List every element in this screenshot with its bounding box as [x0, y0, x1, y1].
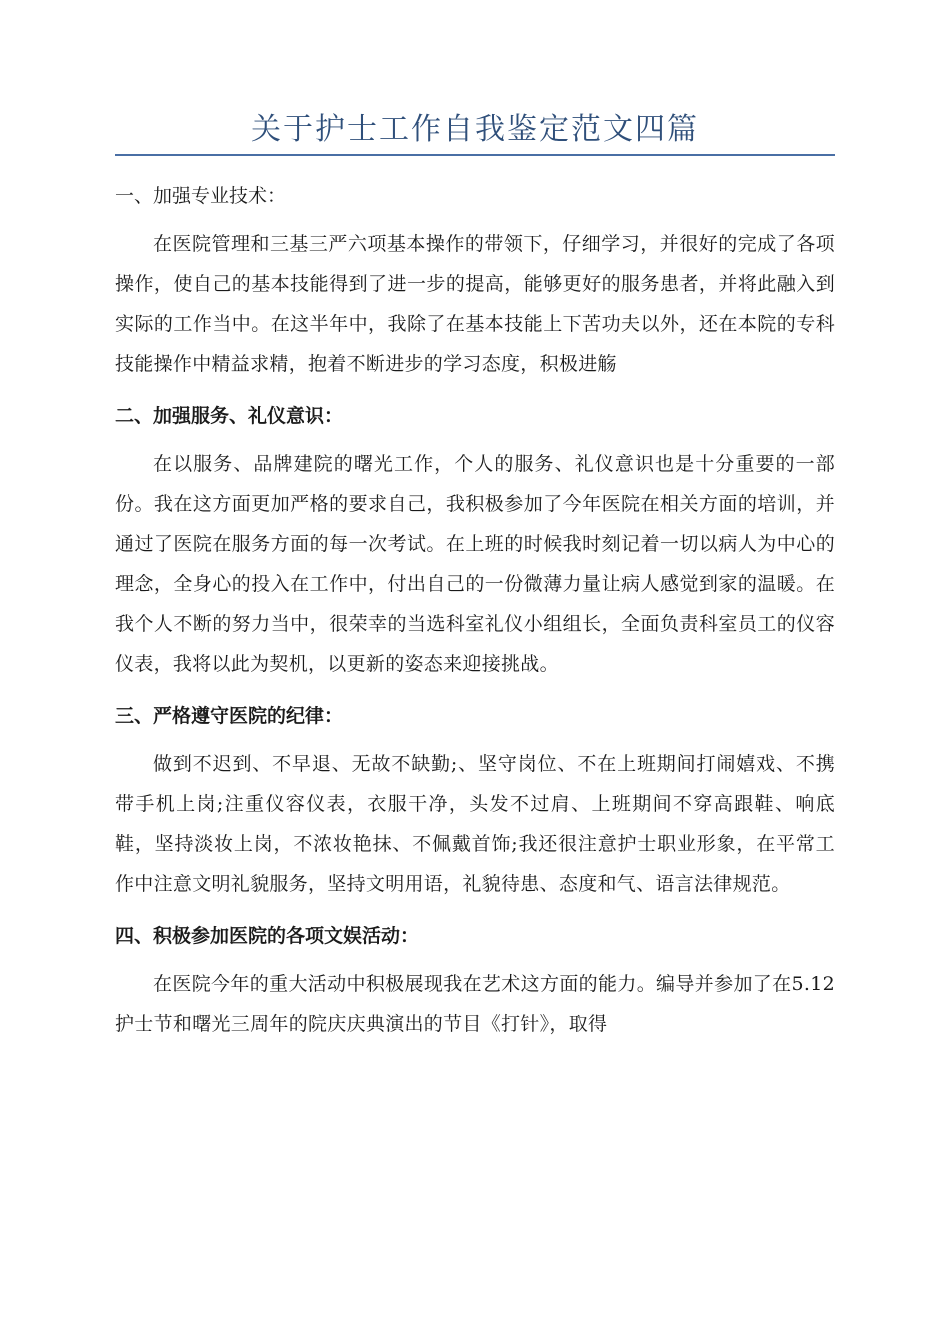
document-title: 关于护士工作自我鉴定范文四篇	[251, 112, 699, 147]
section-3	[115, 696, 835, 904]
section-heading: 三、严格遵守医院的纪律：	[115, 705, 344, 727]
section-2	[115, 396, 835, 684]
section-paragraph: 在医院管理和三基三严六项基本操作的带领下，仔细学习，并很好的完成了各项操作，使自己的基本技能得到了进一步的提高，能够更好的服务患者，并将此融入到实际的工作当中。在这半年中，我除了在基本技能上下苦功夫以外，还在本院的专科技能操作中精益求精，抱着不断进步的学习态度，积极进觞	[115, 233, 835, 375]
section-paragraph: 做到不迟到、不早退、无故不缺勤;、坚守岗位、不在上班期间打闹嬉戏、不携带手机上岗;注重仪容仪表，衣服干净，头发不过肩、上班期间不穿高跟鞋、响底鞋，坚持淡妆上岗，不浓妆艳抹、不佩戴首饰;我还很注意护士职业形象，在平常工作中注意文明礼貌服务，坚持文明用语，礼貌待患、态度和气、语言法律规范。	[115, 753, 835, 895]
section-4	[115, 916, 835, 1044]
section-heading: 四、积极参加医院的各项文娱活动：	[115, 925, 420, 947]
section-paragraph: 在医院今年的重大活动中积极展现我在艺术这方面的能力。编导并参加了在5.12护士节和曙光三周年的院庆庆典演出的节目《打针》，取得	[115, 973, 835, 1035]
title-divider	[115, 154, 835, 156]
section-1	[115, 176, 835, 384]
section-heading: 一、加强专业技术：	[115, 185, 287, 207]
section-paragraph: 在以服务、品牌建院的曙光工作，个人的服务、礼仪意识也是十分重要的一部份。我在这方面更加严格的要求自己，我积极参加了今年医院在相关方面的培训，并通过了医院在服务方面的每一次考试。在上班的时候我时刻记着一切以病人为中心的理念，全身心的投入在工作中，付出自己的一份微薄力量让病人感觉到家的温暖。在我个人不断的努力当中，很荣幸的当选科室礼仪小组组长，全面负责科室员工的仪容仪表，我将以此为契机，以更新的姿态来迎接挑战。	[115, 453, 835, 675]
document-page	[115, 108, 835, 1056]
section-heading: 二、加强服务、礼仪意识：	[115, 405, 344, 427]
